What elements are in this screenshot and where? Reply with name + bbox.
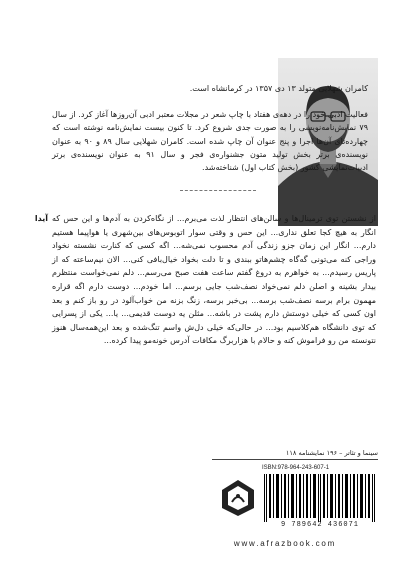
- excerpt-title: آیدا: [34, 214, 48, 223]
- series-label: سینما و تئاتر – ۱۹۶ نمایشنامه ۱۱۸: [212, 449, 378, 460]
- bio-intro-line: کامران شهلایی متولد ۱۳ دی ۱۳۵۷ در کرمانشاه است.: [189, 84, 368, 93]
- series-info: [212, 449, 378, 460]
- bio-paragraph: فعالیت ادبی خود را در دهه‌ی هفتاد با چاپ شعر در مجلات معتبر ادبی آن‌روزها آغاز کرد. از سال ۷۹ نمایش‌نامه‌نویسی را به صورت جدی شروع کرد. تا کنون بیست نمایش‌نامه نوشته است که چهارده‌تای آن‌ها اجرا و پنج عنوان آن چاپ شده است. کامران شهلایی سال ۸۹ و ۹۰ به عنوان نویسنده‌ی برتر بخش تولید متون جشنواره‌ی فجر و سال ۹۱ به عنوان نویسنده‌ی برتر ادبیات‌نمایشی کشور (بخش کتاب اول) شناخته‌شد.: [52, 110, 368, 173]
- barcode-number: 9 789642 436071: [280, 521, 359, 529]
- barcode-image: [262, 474, 378, 522]
- isbn-text: ISBN:978-964-243-607-1: [262, 465, 330, 471]
- section-divider: [180, 190, 256, 192]
- author-bio: [52, 82, 368, 174]
- publisher-website: www.afrazbook.com: [233, 539, 337, 548]
- excerpt-text: از نشستن توی ترمینال‌ها و سالن‌های انتظار لذت می‌برم... از نگاه‌کردن به آدم‌ها و این حس که انگار به هیچ کجا تعلق نداری... این حس و وقتی سوار اتوبوس‌های بین‌شهری یا هواپیما هستیم دارم... انگار این زمان جزو زندگی آدم محسوب نمی‌شه... اگه کسی که کنارت نشسته نخواد وراجی کنه می‌تونی گه‌گاه چشم‌هاتو ببندی و تا دلت بخواد خیال‌بافی کنی... الان نیم‌ساعته که از پاریس رسیدم... به خواهرم به دروغ گفتم ساعت هفت صبح می‌رسم... دلم نمی‌خواست منتظرم بیدار بشینه و اصلن دلم نمی‌خواد نصف‌شب جایی برسم... اما خودم... دوست دارم اگه قراره مهمون برام برسه نصف‌شب برسه... بی‌خبر برسه، زنگ بزنه من خواب‌آلود در رو باز کنم و بعد اون کسی که خیلی دوستش دارم پشت در باشه... مثلن یه دوست قدیمی... یا... یکی از پسرایی که توی دانشگاه هم‌کلاسیم بود... در حالی‌که خیلی دل‌ش واسم تنگ‌شده و بعد این‌همه‌سال هنوز نتونسته من رو فراموش کنه و حالام با هزاربرگ مکافات آدرس خونه‌مو پیدا کرده...: [52, 214, 376, 346]
- publisher-logo-icon: [220, 478, 256, 518]
